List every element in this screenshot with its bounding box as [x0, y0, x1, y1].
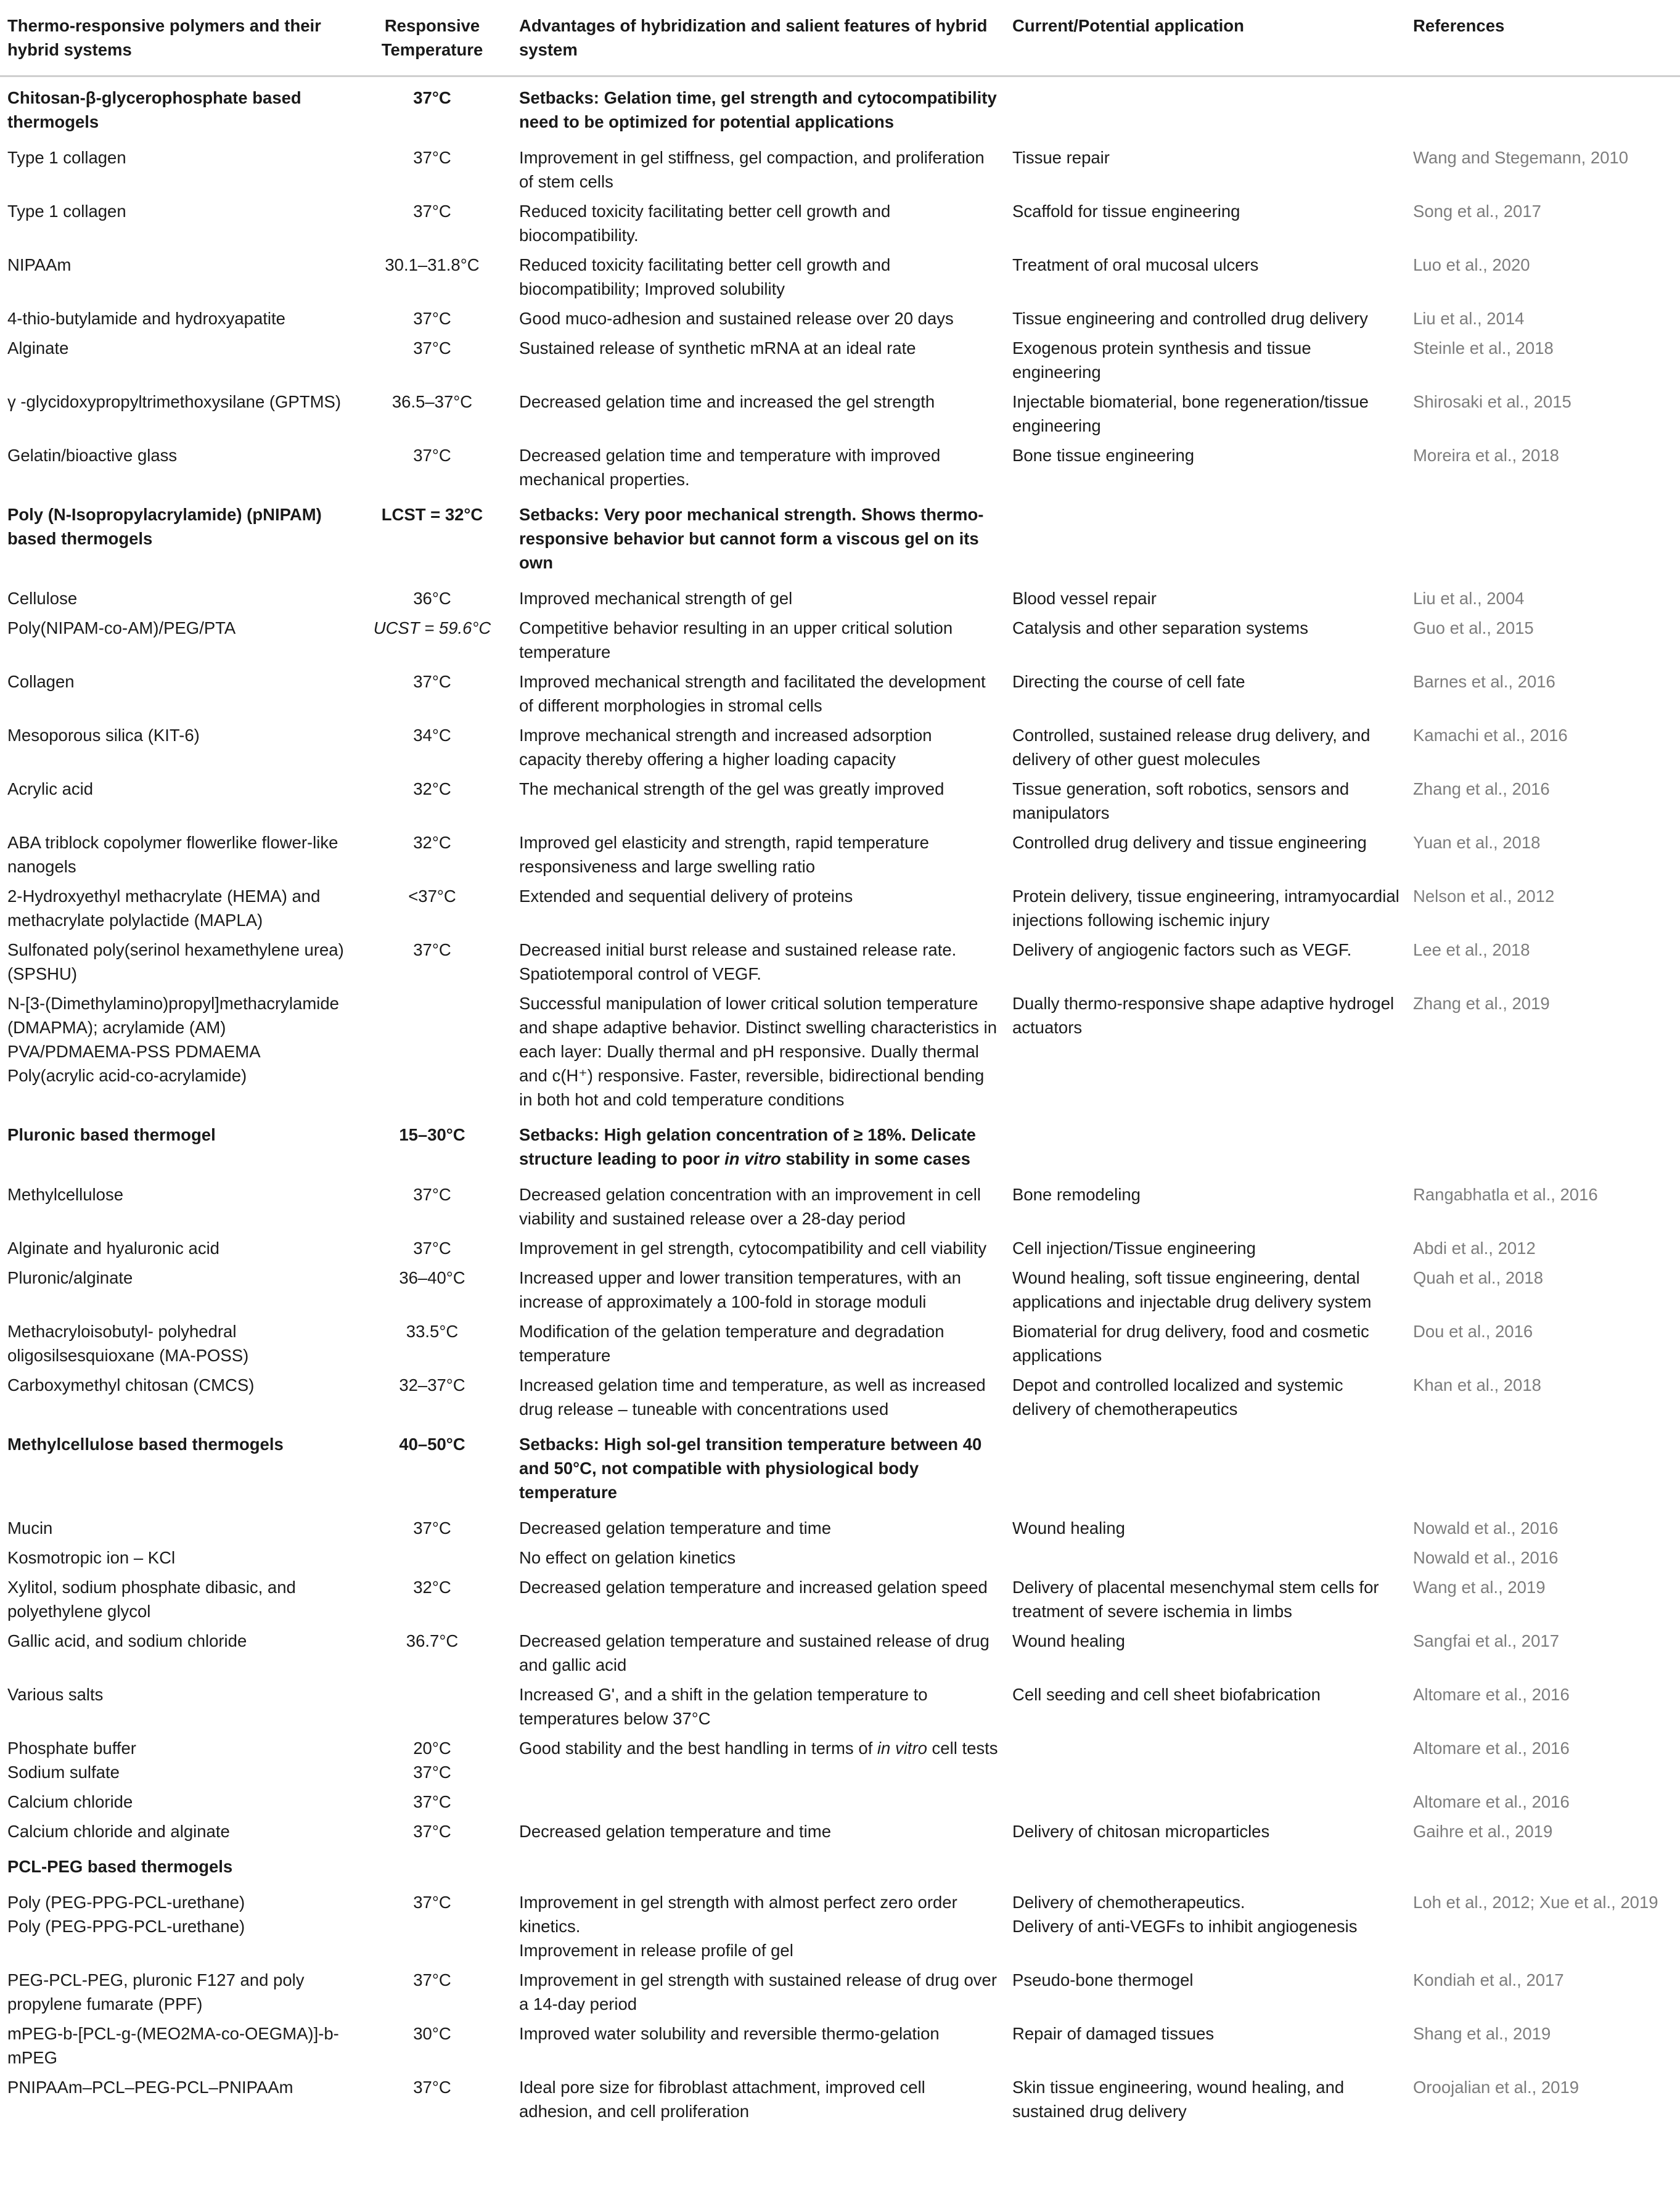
table-row: [0, 1887, 1680, 1965]
polymer-cell: Type 1 collagen: [7, 148, 126, 167]
section-name: Poly (N-Isopropylacrylamide) (pNIPAM) based thermogels: [7, 505, 322, 548]
table-row: [0, 196, 1680, 250]
polymer-cell: Gelatin/bioactive glass: [7, 446, 178, 465]
advantage-cell: Sustained release of synthetic mRNA at an ideal rate: [519, 338, 916, 358]
application-cell: Blood vessel repair: [1012, 589, 1157, 608]
reference-cell: Kamachi et al., 2016: [1413, 726, 1568, 745]
temperature-cell: 32°C: [413, 1578, 451, 1597]
temperature-cell: 36–40°C: [399, 1268, 465, 1287]
application-cell: Tissue repair: [1012, 148, 1110, 167]
polymer-cell: Sulfonated poly(serinol hexamethylene urea) (SPSHU): [7, 940, 344, 983]
header-application: Current/Potential application: [1012, 16, 1244, 35]
reference-cell: Dou et al., 2016: [1413, 1322, 1533, 1341]
temperature-cell: 37°C: [413, 446, 451, 465]
reference-cell: Nowald et al., 2016: [1413, 1518, 1559, 1538]
table-row: [0, 1233, 1680, 1263]
application-cell: Treatment of oral mucosal ulcers: [1012, 255, 1259, 274]
table-row: [0, 613, 1680, 666]
polymer-cell: Mesoporous silica (KIT-6): [7, 726, 200, 745]
advantage-cell: Extended and sequential delivery of proteins: [519, 887, 853, 906]
reference-cell: Khan et al., 2018: [1413, 1375, 1541, 1395]
polymer-cell: Cellulose: [7, 589, 78, 608]
application-cell: Tissue generation, soft robotics, sensors and manipulators: [1012, 779, 1350, 822]
header-advantages: Advantages of hybridization and salient features of hybrid system: [519, 16, 988, 59]
advantage-cell: Improve mechanical strength and increased adsorption capacity thereby offering a higher loading capacity: [519, 726, 932, 769]
polymer-cell: Carboxymethyl chitosan (CMCS): [7, 1375, 255, 1395]
temperature-cell: [351, 1543, 512, 1572]
application-cell: Cell injection/Tissue engineering: [1012, 1239, 1256, 1258]
setbacks-text-a: Setbacks: High gelation concentration of ≥ 18%. Delicate structure leading to poor: [519, 1125, 976, 1168]
table-row: [0, 440, 1680, 494]
temperature-cell: 37°C: [413, 338, 451, 358]
advantage-text-b: cell tests: [927, 1739, 998, 1758]
polymer-cell: 2-Hydroxyethyl methacrylate (HEMA) and methacrylate polylactide (MAPLA): [7, 887, 321, 930]
advantage-cell: Successful manipulation of lower critical solution temperature and shape adaptive behavior. Distinct swelling characteristics in each layer: Dually thermal and pH responsive. Dually thermal and c(H⁺) responsive. Faster, reversible, bidirectional bending in both hot and cold temperature conditions: [519, 994, 997, 1109]
section-empty-cell: [1005, 1114, 1406, 1179]
application-cell: Wound healing, soft tissue engineering, dental applications and injectable drug delivery system: [1012, 1268, 1372, 1311]
temperature-cell: 36.7°C: [406, 1631, 459, 1650]
temperature-cell: UCST = 59.6°C: [373, 618, 491, 637]
application-cell: Skin tissue engineering, wound healing, and sustained drug delivery: [1012, 2078, 1345, 2121]
application-cell: Delivery of angiogenic factors such as VEGF.: [1012, 940, 1352, 959]
table-row: [0, 1543, 1680, 1572]
table-row: [0, 1572, 1680, 1626]
temperature-cell: 37°C: [413, 2078, 451, 2097]
reference-cell: Shirosaki et al., 2015: [1413, 392, 1571, 411]
temperature-cell: 33.5°C: [406, 1322, 459, 1341]
table-row: [0, 387, 1680, 440]
advantage-cell: Decreased gelation temperature and time: [519, 1518, 831, 1538]
application-cell: [1005, 1543, 1406, 1572]
temperature-cell: 37°C: [413, 1239, 451, 1258]
table-row: [0, 1179, 1680, 1233]
table-row: [0, 1816, 1680, 1846]
polymer-cell: Poly (PEG-PPG-PCL-urethane) Poly (PEG-PPG-PCL-urethane): [7, 1893, 245, 1936]
header-temperature: Responsive Temperature: [381, 16, 483, 59]
table-row: [0, 333, 1680, 387]
advantage-cell: Improvement in gel strength, cytocompatibility and cell viability: [519, 1239, 987, 1258]
advantage-cell: Decreased gelation time and increased the gel strength: [519, 392, 935, 411]
reference-cell: Rangabhatla et al., 2016: [1413, 1185, 1598, 1204]
advantage-cell: Competitive behavior resulting in an upper critical solution temperature: [519, 618, 953, 662]
reference-cell: Gaihre et al., 2019: [1413, 1822, 1553, 1841]
reference-cell: Loh et al., 2012; Xue et al., 2019: [1413, 1893, 1658, 1912]
advantage-cell: Improved water solubility and reversible thermo-gelation: [519, 2024, 940, 2043]
polymer-cell: Gallic acid, and sodium chloride: [7, 1631, 247, 1650]
advantage-cell: The mechanical strength of the gel was greatly improved: [519, 779, 944, 798]
application-cell: Depot and controlled localized and systemic delivery of chemotherapeutics: [1012, 1375, 1343, 1419]
reference-cell: Luo et al., 2020: [1413, 255, 1530, 274]
polymer-cell: NIPAAm: [7, 255, 72, 274]
application-cell: Tissue engineering and controlled drug delivery: [1012, 309, 1368, 328]
advantage-cell: Ideal pore size for fibroblast attachment, improved cell adhesion, and cell proliferation: [519, 2078, 925, 2121]
advantage-cell: Improvement in gel strength with almost perfect zero order kinetics. Improvement in release profile of gel: [519, 1893, 957, 1960]
advantage-cell: [512, 1787, 1005, 1816]
reference-cell: Song et al., 2017: [1413, 202, 1541, 221]
section-temperature: 37°C: [413, 88, 451, 107]
header-references: References: [1413, 16, 1505, 35]
section-empty-cell: [1005, 1846, 1406, 1887]
table-row: [0, 720, 1680, 774]
temperature-cell: 30.1–31.8°C: [385, 255, 480, 274]
polymer-cell: Calcium chloride: [7, 1792, 133, 1811]
polymer-cell: Alginate and hyaluronic acid: [7, 1239, 219, 1258]
temperature-cell: 37°C: [413, 148, 451, 167]
reference-cell: Nowald et al., 2016: [1413, 1548, 1559, 1567]
section-setbacks: Setbacks: Very poor mechanical strength. Shows thermo-responsive behavior but cannot form a viscous gel on its own: [519, 505, 984, 572]
reference-cell: Lee et al., 2018: [1413, 940, 1530, 959]
temperature-cell: 36°C: [413, 589, 451, 608]
table-row: [0, 666, 1680, 720]
polymer-cell: ABA triblock copolymer flowerlike flower-like nanogels: [7, 833, 338, 876]
polymer-cell: PNIPAAm–PCL–PEG-PCL–PNIPAAm: [7, 2078, 293, 2097]
temperature-cell: [351, 988, 512, 1114]
reference-cell: Wang and Stegemann, 2010: [1413, 148, 1629, 167]
application-cell: Catalysis and other separation systems: [1012, 618, 1308, 637]
reference-cell: Guo et al., 2015: [1413, 618, 1534, 637]
advantage-cell: Increased G', and a shift in the gelation temperature to temperatures below 37°C: [519, 1685, 928, 1728]
polymer-cell: mPEG-b-[PCL-g-(MEO2MA-co-OEGMA)]-b-mPEG: [7, 2024, 339, 2067]
section-header-row: [0, 1846, 1680, 1887]
polymer-cell: Calcium chloride and alginate: [7, 1822, 230, 1841]
setbacks-text-b: stability in some cases: [781, 1149, 970, 1168]
section-empty-cell: [1406, 1424, 1680, 1513]
section-empty-cell: [1406, 1114, 1680, 1179]
reference-cell: Moreira et al., 2018: [1413, 446, 1559, 465]
table-row: [0, 774, 1680, 827]
temperature-cell: <37°C: [408, 887, 456, 906]
advantage-cell: Improvement in gel strength with sustained release of drug over a 14-day period: [519, 1970, 997, 2014]
application-cell: Wound healing: [1012, 1631, 1125, 1650]
polymer-cell: Collagen: [7, 672, 75, 691]
section-name: Chitosan-β-glycerophosphate based thermogels: [7, 88, 301, 131]
reference-cell: Liu et al., 2014: [1413, 309, 1525, 328]
advantage-cell: Improved mechanical strength and facilitated the development of different morphologies in stromal cells: [519, 672, 986, 715]
reference-cell: Zhang et al., 2016: [1413, 779, 1550, 798]
temperature-cell: 37°C: [413, 202, 451, 221]
table-row: [0, 583, 1680, 613]
application-cell: Delivery of chemotherapeutics. Delivery of anti-VEGFs to inhibit angiogenesis: [1012, 1893, 1358, 1936]
advantage-cell: Improved mechanical strength of gel: [519, 589, 793, 608]
application-cell: Pseudo-bone thermogel: [1012, 1970, 1194, 1989]
table-row: [0, 2018, 1680, 2072]
reference-cell: Steinle et al., 2018: [1413, 338, 1554, 358]
section-empty-cell: [1406, 76, 1680, 143]
advantage-text-a: Good stability and the best handling in terms of: [519, 1739, 877, 1758]
table-row: [0, 142, 1680, 196]
advantage-cell: Increased upper and lower transition temperatures, with an increase of approximately a 100-fold in storage moduli: [519, 1268, 961, 1311]
section-header-row: [0, 1424, 1680, 1513]
reference-cell: Altomare et al., 2016: [1413, 1792, 1570, 1811]
setbacks-text-italic: in vitro: [724, 1149, 781, 1168]
reference-cell: Altomare et al., 2016: [1413, 1739, 1570, 1758]
table-body: [0, 76, 1680, 2126]
table-row: [0, 303, 1680, 333]
reference-cell: Abdi et al., 2012: [1413, 1239, 1536, 1258]
section-temperature: LCST = 32°C: [381, 505, 483, 524]
temperature-cell: 37°C: [413, 672, 451, 691]
polymer-cell: Phosphate buffer Sodium sulfate: [7, 1739, 136, 1782]
reference-cell: Zhang et al., 2019: [1413, 994, 1550, 1013]
application-cell: Cell seeding and cell sheet biofabrication: [1012, 1685, 1321, 1704]
polymer-cell: Kosmotropic ion – KCl: [7, 1548, 176, 1567]
advantage-cell: Good muco-adhesion and sustained release over 20 days: [519, 309, 954, 328]
section-empty-cell: [1005, 76, 1406, 143]
reference-cell: Shang et al., 2019: [1413, 2024, 1551, 2043]
section-name: PCL-PEG based thermogels: [7, 1857, 233, 1876]
advantage-cell: Improved gel elasticity and strength, rapid temperature responsiveness and large swelling ratio: [519, 833, 929, 876]
table-row: [0, 1370, 1680, 1424]
section-setbacks: Setbacks: Gelation time, gel strength and cytocompatibility need to be optimized for potential applications: [519, 88, 997, 131]
table-row: [0, 1263, 1680, 1316]
section-empty-cell: [1005, 494, 1406, 583]
polymer-cell: Pluronic/alginate: [7, 1268, 133, 1287]
table-row: [0, 1316, 1680, 1370]
temperature-cell: 37°C: [413, 309, 451, 328]
temperature-cell: 34°C: [413, 726, 451, 745]
reference-cell: Yuan et al., 2018: [1413, 833, 1541, 852]
application-cell: Delivery of chitosan microparticles: [1012, 1822, 1270, 1841]
table-row: [0, 1679, 1680, 1733]
temperature-cell: 36.5–37°C: [391, 392, 473, 411]
application-cell: Controlled drug delivery and tissue engineering: [1012, 833, 1367, 852]
polymer-cell: Xylitol, sodium phosphate dibasic, and polyethylene glycol: [7, 1578, 296, 1621]
advantage-cell: No effect on gelation kinetics: [519, 1548, 736, 1567]
section-setbacks: [512, 1114, 1005, 1179]
reference-cell: Altomare et al., 2016: [1413, 1685, 1570, 1704]
application-cell: Injectable biomaterial, bone regeneration/tissue engineering: [1012, 392, 1369, 435]
reference-cell: Quah et al., 2018: [1413, 1268, 1543, 1287]
reference-cell: Wang et al., 2019: [1413, 1578, 1546, 1597]
advantage-cell: Modification of the gelation temperature and degradation temperature: [519, 1322, 944, 1365]
polymer-cell: Alginate: [7, 338, 69, 358]
temperature-cell: 37°C: [413, 1822, 451, 1841]
temperature-cell: 37°C: [413, 1792, 451, 1811]
table-row: [0, 881, 1680, 935]
header-polymers: Thermo-responsive polymers and their hybrid systems: [7, 16, 321, 59]
application-cell: Bone remodeling: [1012, 1185, 1141, 1204]
temperature-cell: 37°C: [413, 1970, 451, 1989]
reference-cell: Oroojalian et al., 2019: [1413, 2078, 1580, 2097]
temperature-cell: 37°C: [413, 940, 451, 959]
application-cell: [1005, 1733, 1406, 1787]
advantage-cell: Decreased gelation temperature and increased gelation speed: [519, 1578, 988, 1597]
table-row: [0, 935, 1680, 988]
advantage-cell: Increased gelation time and temperature, as well as increased drug release – tuneable with concentrations used: [519, 1375, 986, 1419]
reference-cell: Nelson et al., 2012: [1413, 887, 1555, 906]
temperature-cell: 32–37°C: [399, 1375, 465, 1395]
section-empty-cell: [1005, 1424, 1406, 1513]
application-cell: Wound healing: [1012, 1518, 1125, 1538]
temperature-cell: 32°C: [413, 779, 451, 798]
reference-cell: Liu et al., 2004: [1413, 589, 1525, 608]
polymer-cell: Various salts: [7, 1685, 104, 1704]
section-name: Pluronic based thermogel: [7, 1125, 216, 1144]
application-cell: Scaffold for tissue engineering: [1012, 202, 1240, 221]
section-header-row: [0, 494, 1680, 583]
section-header-row: [0, 1114, 1680, 1179]
application-cell: Repair of damaged tissues: [1012, 2024, 1215, 2043]
advantage-cell: Reduced toxicity facilitating better cell growth and biocompatibility; Improved solubility: [519, 255, 891, 298]
application-cell: [1005, 1787, 1406, 1816]
reference-cell: Sangfai et al., 2017: [1413, 1631, 1559, 1650]
polymer-cell: Poly(NIPAM-co-AM)/PEG/PTA: [7, 618, 236, 637]
application-cell: Delivery of placental mesenchymal stem cells for treatment of severe ischemia in limbs: [1012, 1578, 1379, 1621]
advantage-cell: Decreased gelation temperature and sustained release of drug and gallic acid: [519, 1631, 990, 1674]
polymer-cell: 4-thio-butylamide and hydroxyapatite: [7, 309, 285, 328]
advantage-cell: Reduced toxicity facilitating better cell growth and biocompatibility.: [519, 202, 891, 245]
section-empty-cell: [1406, 1846, 1680, 1887]
advantage-text-italic: in vitro: [877, 1739, 927, 1758]
temperature-cell: 37°C: [413, 1185, 451, 1204]
polymer-cell: N-[3-(Dimethylamino)propyl]methacrylamide (DMAPMA); acrylamide (AM) PVA/PDMAEMA-PSS PDMAEMA Poly(acrylic acid-co-acrylamide): [7, 994, 339, 1085]
section-header-row: [0, 76, 1680, 143]
advantage-cell: Decreased gelation temperature and time: [519, 1822, 831, 1841]
table-row: [0, 250, 1680, 303]
section-name: Methylcellulose based thermogels: [7, 1435, 284, 1454]
temperature-cell: [351, 1679, 512, 1733]
table-row: [0, 1513, 1680, 1543]
section-temperature: 15–30°C: [399, 1125, 465, 1144]
reference-cell: Kondiah et al., 2017: [1413, 1970, 1564, 1989]
section-empty-cell: [1406, 494, 1680, 583]
table-row: [0, 988, 1680, 1114]
temperature-cell: 37°C: [413, 1518, 451, 1538]
application-cell: Directing the course of cell fate: [1012, 672, 1245, 691]
polymer-cell: γ -glycidoxypropyltrimethoxysilane (GPTMS): [7, 392, 341, 411]
temperature-cell: 20°C 37°C: [413, 1739, 451, 1782]
advantage-cell: Improvement in gel stiffness, gel compaction, and proliferation of stem cells: [519, 148, 985, 191]
section-temperature: 40–50°C: [399, 1435, 465, 1454]
table-row: [0, 827, 1680, 881]
temperature-cell: 32°C: [413, 833, 451, 852]
temperature-cell: 30°C: [413, 2024, 451, 2043]
polymer-cell: PEG-PCL-PEG, pluronic F127 and poly propylene fumarate (PPF): [7, 1970, 305, 2014]
table-row: [0, 2072, 1680, 2126]
advantage-cell: Decreased gelation concentration with an improvement in cell viability and sustained release over a 28-day period: [519, 1185, 981, 1228]
table-row: [0, 1787, 1680, 1816]
application-cell: Exogenous protein synthesis and tissue engineering: [1012, 338, 1311, 382]
section-setbacks: [512, 1846, 1005, 1887]
polymer-cell: Type 1 collagen: [7, 202, 126, 221]
section-setbacks: Setbacks: High sol-gel transition temperature between 40 and 50°C, not compatible with physiological body temperature: [519, 1435, 982, 1502]
polymer-cell: Acrylic acid: [7, 779, 94, 798]
application-cell: Biomaterial for drug delivery, food and cosmetic applications: [1012, 1322, 1369, 1365]
advantage-cell: Decreased initial burst release and sustained release rate. Spatiotemporal control of VEGF.: [519, 940, 957, 983]
advantage-cell: [512, 1733, 1005, 1787]
table-row: [0, 1965, 1680, 2018]
application-cell: Dually thermo-responsive shape adaptive hydrogel actuators: [1012, 994, 1395, 1037]
table-row: [0, 1733, 1680, 1787]
polymer-cell: Methacryloisobutyl- polyhedral oligosilsesquioxane (MA-POSS): [7, 1322, 249, 1365]
table-row: [0, 1626, 1680, 1679]
temperature-cell: 37°C: [413, 1893, 451, 1912]
reference-cell: Barnes et al., 2016: [1413, 672, 1555, 691]
section-temperature: [351, 1846, 512, 1887]
advantage-cell: Decreased gelation time and temperature with improved mechanical properties.: [519, 446, 941, 489]
table-header-row: [0, 0, 1680, 76]
application-cell: Protein delivery, tissue engineering, intramyocardial injections following ischemic injury: [1012, 887, 1399, 930]
polymer-cell: Methylcellulose: [7, 1185, 124, 1204]
polymer-cell: Mucin: [7, 1518, 53, 1538]
application-cell: Controlled, sustained release drug delivery, and delivery of other guest molecules: [1012, 726, 1371, 769]
application-cell: Bone tissue engineering: [1012, 446, 1195, 465]
